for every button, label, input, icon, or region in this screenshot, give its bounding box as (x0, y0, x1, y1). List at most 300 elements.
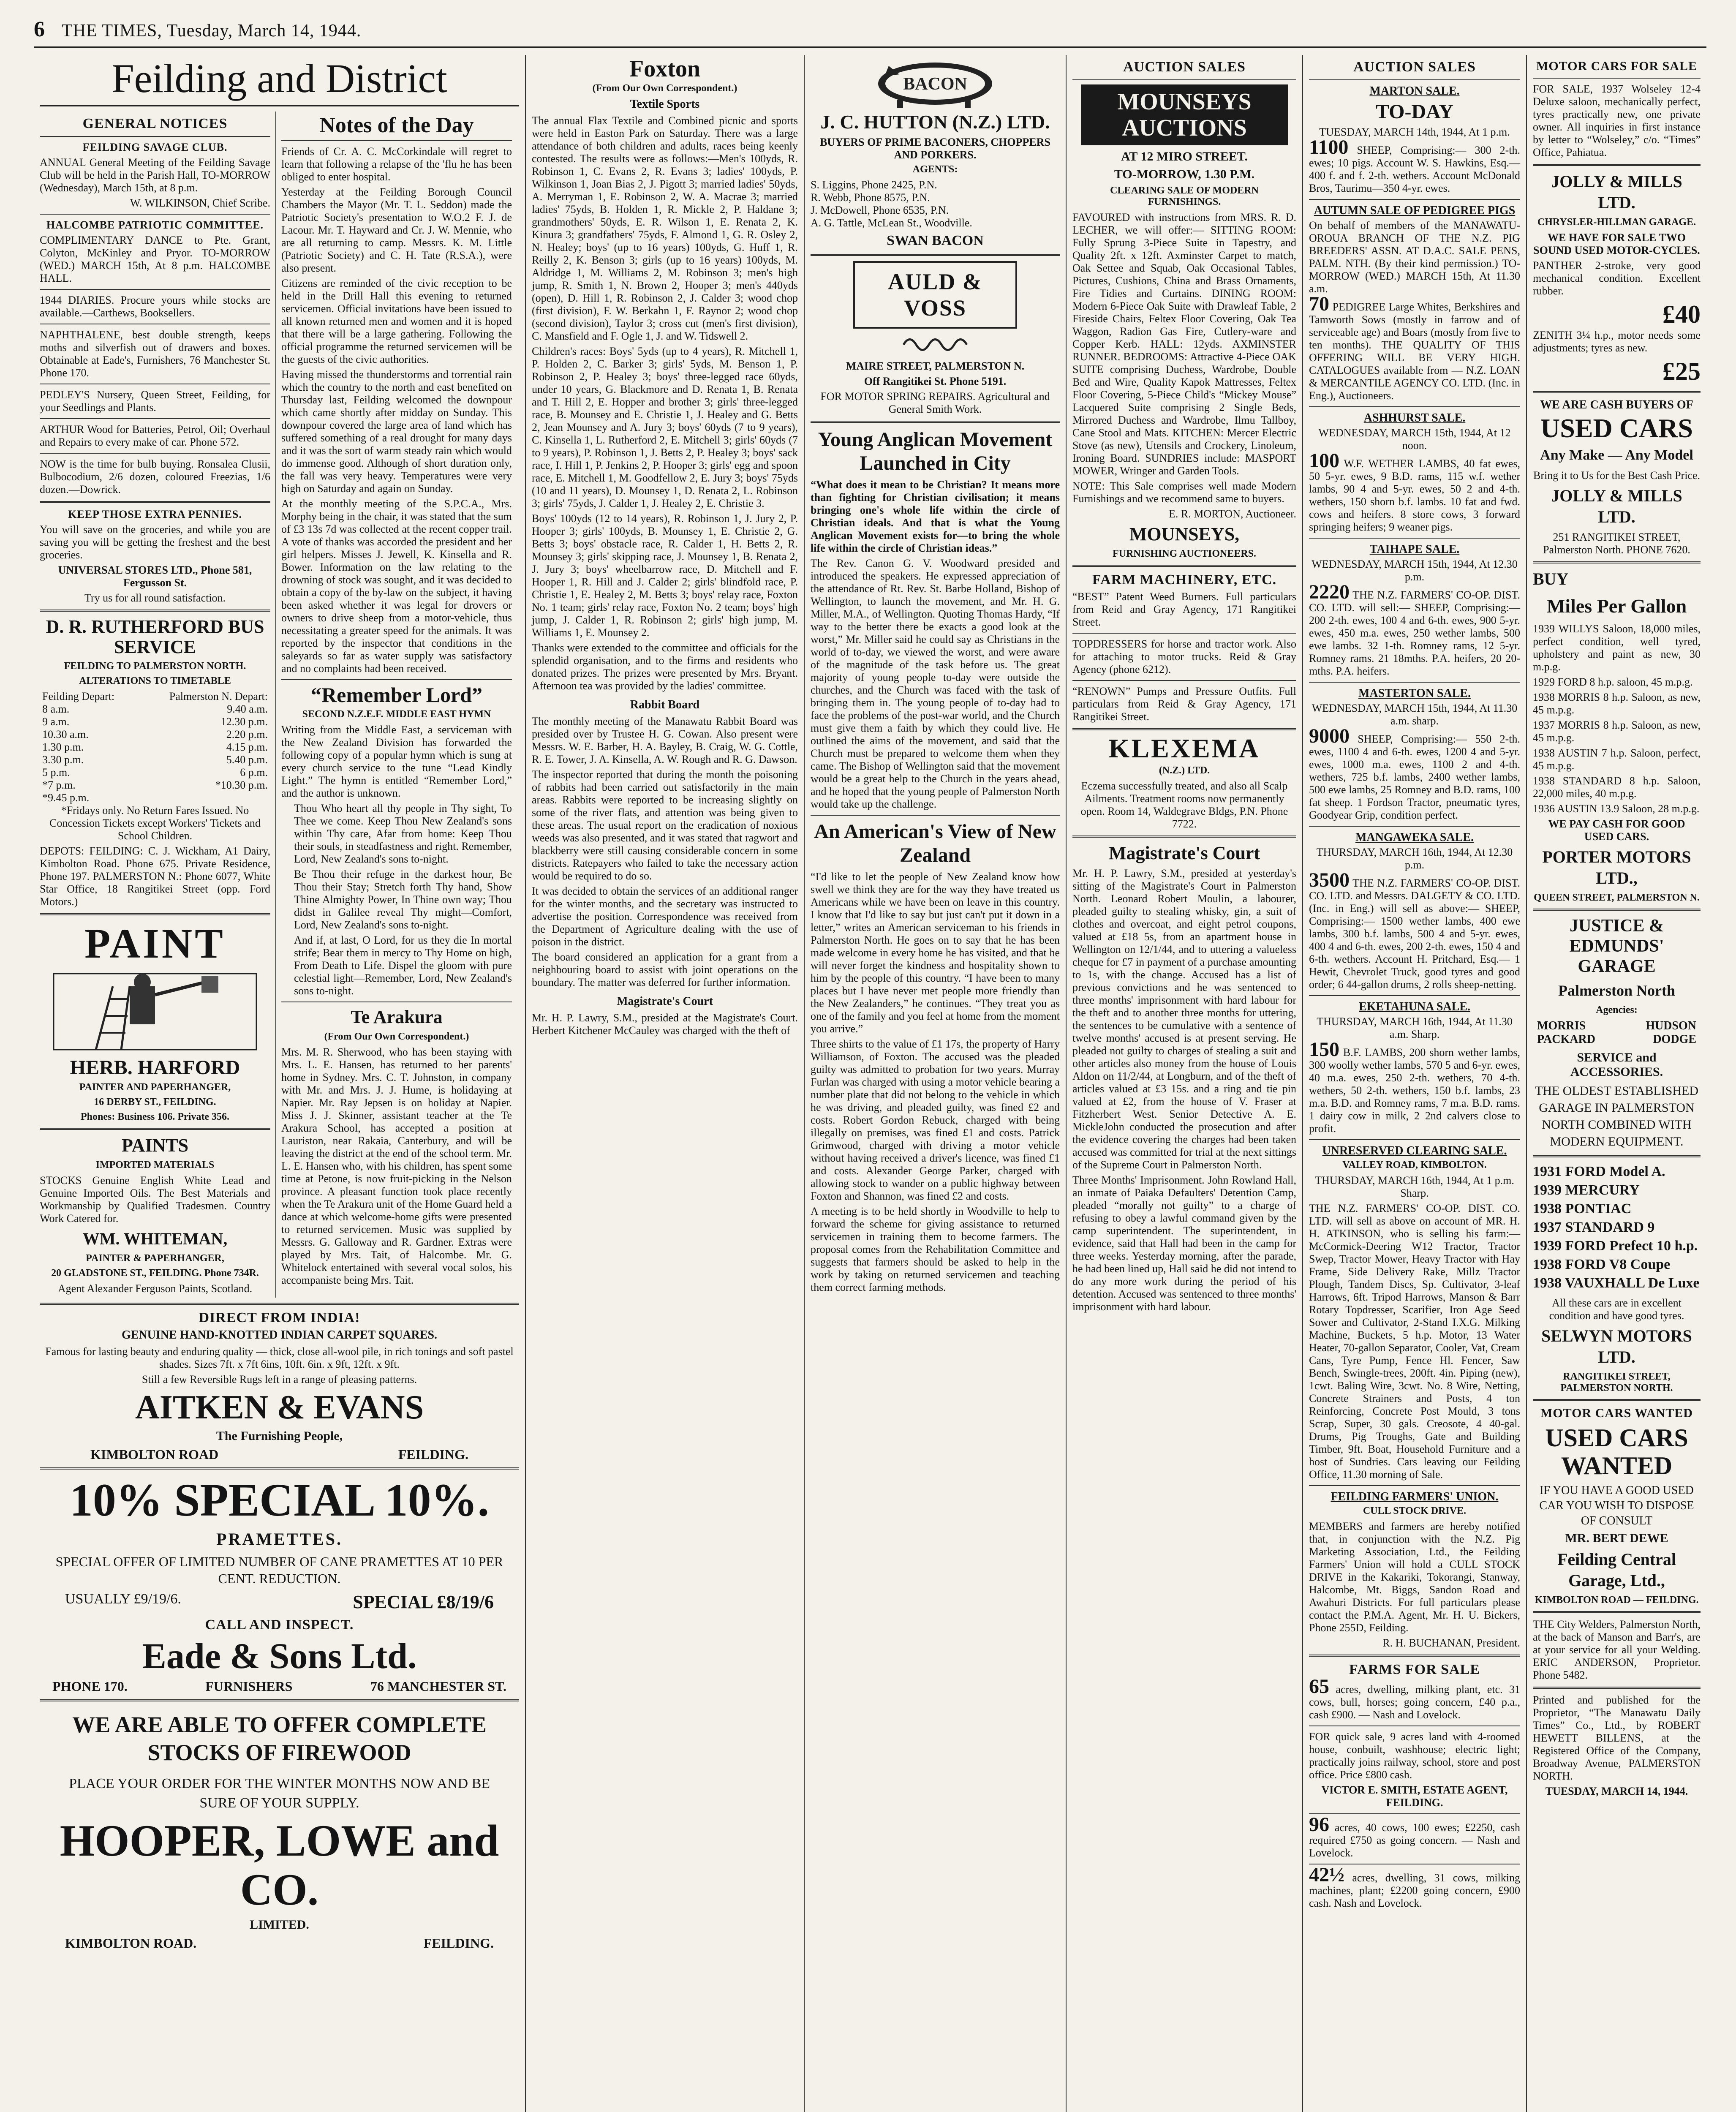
column-feilding (34, 55, 526, 2112)
columns (34, 55, 1706, 2112)
column-header: Palmerston N. Depart: (169, 690, 268, 702)
divider (1309, 1655, 1520, 1657)
divider (1309, 1813, 1520, 1814)
savage-body: ANNUAL General Meeting of the Feilding Savage Club will be held in the Parish Hall, TO-MORROW (Wednesday), March 15th, at 8 p.m. (40, 156, 270, 194)
swan-bacon: SWAN BACON (887, 233, 984, 248)
hooper-road: KIMBOLTON ROAD. (65, 1935, 197, 1951)
pennies-body: You will save on the groceries, and while you are saving you will be getting the freshest and the best groceries. (40, 523, 270, 561)
mangaweka-date: THURSDAY, MARCH 16th, 1944, At 12.30 p.m. (1316, 846, 1513, 871)
divider (40, 501, 270, 503)
farm-listing: acres, 40 cows, 100 ewes; £2250, cash required £750 as going concern. — Nash and Lovelock. (1309, 1821, 1521, 1859)
mangaweka-body: THE N.Z. FARMERS' CO-OP. DIST. CO. LTD. and Messrs. DALGETY & CO. LTD. (Inc. in Eng.) will sell as above:— SHEEP, Comprising:— 1500 wether lambs, 400 ewe lambs, 300 b.f. lambs, 500 4 and 5-yr. ewes, 400 4 and 6-th. ewes, 200 2-th. ewes, 150 4 and 6-th. wethers. Account H. Pritchard, Esq.— 1 Hewit, Chevrolet Truck, good tyres and good order; 6 44-gallon drums, 2 rolls sheep-netting. (1309, 877, 1521, 991)
autumn-count: 70 (1309, 293, 1329, 315)
jolly-address: 251 RANGITIKEI STREET, Palmerston North. PHONE 7620. (1543, 531, 1690, 556)
divider (1072, 633, 1296, 634)
rabbit-title: Rabbit Board (630, 698, 700, 711)
marton-count: 1100 (1309, 136, 1349, 158)
divider (1072, 565, 1296, 567)
table-row (40, 766, 270, 779)
divider (1309, 1485, 1520, 1486)
mounsey-tag: FURNISHING AUCTIONEERS. (1112, 548, 1257, 559)
eade-call: CALL AND INSPECT. (205, 1617, 354, 1633)
bacon-logo-text: BACON (903, 74, 967, 94)
mounsey-note: NOTE: This Sale comprises well made Modern Furnishings and we recommend same to buyers. (1072, 480, 1296, 505)
table-cell: 9 a.m. (42, 716, 70, 728)
spring-icon (901, 332, 969, 357)
brand-name: PACKARD (1537, 1033, 1595, 1046)
table-header-row (40, 690, 270, 703)
porter-pay: WE PAY CASH FOR GOOD USED CARS. (1548, 818, 1685, 843)
wolseley-ad: FOR SALE, 1937 Wolseley 12-4 Deluxe saloon, mechanically perfect, tyres practically new, one private owner. All inquiries in first instance by letter to “Wolseley,” c/o. “Times” Office, Pahiatua. (1533, 83, 1701, 158)
table-row (40, 754, 270, 766)
bus-title: D. R. RUTHERFORD BUS SERVICE (46, 616, 264, 657)
page-header (34, 17, 1706, 48)
american-title: An American's View of New Zealand (814, 820, 1056, 866)
aitken-body2: Still a few Reversible Rugs left in a range of pleasing patterns. (141, 1373, 417, 1385)
table-cell: 10.30 a.m. (42, 728, 89, 740)
mangaweka-title: MANGAWEKA SALE. (1355, 831, 1474, 844)
farm-item: “BEST” Patent Weed Burners. Full particulars from Reid and Gray Agency, 171 Rangitikei Street. (1072, 591, 1296, 628)
hutton-agent: R. Webb, Phone 8575, P.N. (811, 191, 930, 204)
rabbit-paragraph: The board considered an application for a grant from a neighbouring board to assist with joint operations on the boundary. The matter was deferred for further information. (532, 951, 798, 988)
masterton-count: 9000 (1309, 725, 1350, 747)
anglican-title: Young Anglican Movement Launched in City (818, 428, 1053, 474)
autumn-body2: PEDIGREE Large Whites, Berkshires and Tamworth Sows (mostly in farrow and of serviceable age) and Boars (mostly from five to ten months). THE QUALITY OF THIS OFFERING WILL BE VERY HIGH. CATALOGUES available from — N.Z. LOAN & MERCANTILE AGENCY CO. LTD. (Inc. in Eng.), Auctioneers. (1309, 301, 1520, 402)
list-item: 1937 STANDARD 9 (1533, 1219, 1655, 1235)
pedley-notice: PEDLEY'S Nursery, Queen Street, Feilding, for your Seedlings and Plants. (40, 389, 270, 414)
imprint: Printed and published for the Proprietor, “The Manawatu Daily Times” Co., Ltd., by ROBERT HEWETT BILLENS, at the Registered Office of the Company, Broadway Avenue, PALMERSTON NORTH. (1533, 1694, 1701, 1782)
notes-paragraph: Citizens are reminded of the civic reception to be held in the Drill Hall this evening to returned servicemen. Official invitations have been issued to all known returned men and women and it is hoped that there will be a large gathering. Following the official programme the returned servicemen will be the guests of the civic authorities. (281, 277, 512, 365)
arthur-notice: ARTHUR Wood for Batteries, Petrol, Oil; Overhaul and Repairs to every make of car. Phone 572. (40, 423, 270, 448)
taihape-date: WEDNESDAY, MARCH 15th, 1944, At 12.30 p.m. (1312, 558, 1518, 583)
feilding-split (40, 112, 519, 1298)
divider (1072, 79, 1296, 80)
paints-title: PAINTS (121, 1135, 189, 1156)
auld-logo: AULD & VOSS (853, 261, 1017, 329)
porter-car: 1936 AUSTIN 13.9 Saloon, 28 m.p.g. (1533, 803, 1700, 815)
divider (1533, 909, 1701, 911)
mounsey-address: AT 12 MIRO STREET. (1121, 150, 1248, 163)
eade-ad (40, 1475, 519, 1694)
aitken-name: AITKEN & EVANS (135, 1389, 424, 1426)
porter-car: 1937 MORRIS 8 h.p. Saloon, as new, 45 m.p.g. (1533, 719, 1701, 744)
hymn-sub: SECOND N.Z.E.F. MIDDLE EAST HYMN (302, 709, 491, 720)
aitken-address (40, 1447, 519, 1462)
foxton-paragraph: Thanks were extended to the committee and officials for the splendid organisation, and to the firms and residents who donated prizes. The prizes were presented by Mrs. Bryant. Afternoon tea was provided by the ladies' committee. (532, 642, 798, 692)
porter-name: PORTER MOTORS LTD., (1542, 847, 1691, 887)
table-row (40, 716, 270, 728)
eade-body: SPECIAL OFFER OF LIMITED NUMBER OF CANE PRAMETTES AT 10 PER CENT. REDUCTION. (55, 1554, 503, 1586)
jolly-for-sale: WE HAVE FOR SALE TWO SOUND USED MOTOR-CYCLES. (1533, 231, 1700, 256)
halcombe-body: COMPLIMENTARY DANCE to Pte. Grant, Colyton, McKinley and Pryor. TO-MORROW (WED.) MARCH 15th, At 8 p.m. HALCOMBE HALL. (40, 234, 270, 284)
paints-body: STOCKS Genuine English White Lead and Genuine Imported Oils. The Best Materials and Workmanship by Qualified Tradesmen. Country Work Catered for. (40, 1174, 270, 1225)
eade-special: SPECIAL £8/19/6 (353, 1592, 494, 1612)
bus-depots: DEPOTS: FEILDING: C. J. Wickham, A1 Dairy, Kimbolton Road. Phone 675. Private Residence, Phone 197. PALMERSTON N.: Phone 6077, White Star Office, 18 Rangitikei Street (opp. Ford Motors.) (40, 845, 270, 908)
imprint-date: TUESDAY, MARCH 14, 1944. (1545, 1785, 1688, 1797)
savage-title: FEILDING SAVAGE CLUB. (82, 141, 228, 153)
divider (40, 1467, 519, 1470)
table-cell: 8 a.m. (42, 703, 70, 715)
mounsey-body: FAVOURED with instructions from MRS. R. D. LECHER, we will offer:— SITTING ROOM: Fully Sprung 3-Piece Suite in Tapestry, and Quality 2ft. x 12ft. Axminster Carpet to match, Oak Settee and Squab, Oak Occasional Tables, Pictures, Cushions, China and Brass Ornaments, Fire Tidies and Curtains. DINING ROOM: Modern 6-Piece Oak Suite with Drawleaf Table, 2 Fireside Chairs, Feltex Floor Covering, Oak Tea Waggon, Radion Gas Fire, Cutlery-ware and Copper Kerb. HALL: 12yds. AXMINSTER RUNNER. BEDROOMS: Attractive 4-Piece OAK SUITE comprising Duchess, Wardrobe, Double Bed and Wire, Quality Kapok Mattresses, Feltex Floor Covering, 5-Piece Child's “Mickey Mouse” Lacquered Suite comprising 2 Single Beds, Mirrored Duchess and Wardrobe, Ilmu Tallboy, Cane Stool and Mats. KITCHEN: Mercer Electric Stove (as new), Utensils and Crockery, Linoleum, Ironing Board. SUNDRIES include: MASPORT MOWER, Wringer and Garden Tools. (1072, 211, 1296, 477)
table-cell: 4.15 p.m. (226, 741, 268, 753)
court-heading: Magistrate's Court (617, 995, 713, 1008)
divider (1309, 538, 1520, 539)
divider (811, 815, 1060, 816)
selwyn-name: SELWYN MOTORS LTD. (1541, 1326, 1692, 1366)
divider (40, 1303, 519, 1305)
whiteman-agent: Agent Alexander Ferguson Paints, Scotland. (57, 1282, 253, 1295)
eade-address: 76 MANCHESTER ST. (370, 1679, 506, 1694)
divider (281, 140, 512, 141)
rabbit-paragraph: The inspector reported that during the month the poisoning of rabbits had been carried out satisfactorily in the main areas. Rabbits were reported to be increasing slightly on some of the river flats, and attention was being given to these areas. The usual report on the eradication of noxious weeds was also presented, and it was stated that ragwort and blackberry were still causing considerable concern in some districts. Ratepayers who failed to take the necessary action would be required to do so. (532, 768, 798, 882)
farm-listing: acres, dwelling, 31 cows, milking machines, plant; £2200 going concern, £900 cash. Nash and Lovelock. (1309, 1872, 1520, 1909)
union-title: FEILDING FARMERS' UNION. (1331, 1490, 1499, 1503)
american-body: A meeting is to be held shortly in Woodville to help to forward the scheme for giving assistance to returned servicemen in training them to become farmers. The proposal comes from the Rehabilitation Committee and suggests that farmers should be asked to help in the work by taking on returned servicemen and teaching them correct farming methods. (811, 1205, 1060, 1293)
wanted-heading: MOTOR CARS WANTED (1540, 1406, 1693, 1420)
farm-acres: 65 (1309, 1675, 1329, 1698)
column-auctions-1 (1067, 55, 1303, 2112)
welders-ad: THE City Welders, Palmerston North, at the back of Manson and Barr's, are at your service for all your Welding. ERIC ANDERSON, Proprietor. Phone 5482. (1533, 1618, 1701, 1681)
porter-car: 1939 WILLYS Saloon, 18,000 miles, perfect condition, well tyred, upholstery and paint as new, 30 m.p.g. (1533, 623, 1701, 673)
bulbs-notice: NOW is the time for bulb buying. Ronsalea Clusii, Bulbocodium, 2/6 dozen, coloured Freezias, 1/6 dozen.—Dowrick. (40, 458, 270, 495)
klexema-body: Eczema successfully treated, and also all Scalp Ailments. Treatment rooms now permanently open. Room 14, Waldegrave Bldgs, P.N. Phone 7722. (1080, 780, 1288, 830)
divider (1533, 561, 1701, 563)
table-cell: 2.20 p.m. (226, 728, 268, 740)
divider (281, 679, 512, 680)
auld-ad (811, 261, 1060, 416)
porter-car: 1938 STANDARD 8 h.p. Saloon, 22,000 miles, 40 m.p.g. (1533, 775, 1701, 800)
table-row (40, 741, 270, 754)
farm-acres: 42½ (1309, 1864, 1344, 1886)
divider (811, 254, 1060, 256)
divider (1072, 836, 1296, 838)
hutton-agent: A. G. Tattle, McLean St., Woodville. (811, 217, 972, 229)
klexema-sub: (N.Z.) LTD. (1159, 765, 1210, 776)
whiteman-ad (40, 1135, 270, 1295)
table-cell: *7 p.m. (42, 779, 76, 791)
universal-stores: UNIVERSAL STORES LTD., Phone 581, Fergusson St. (58, 564, 252, 589)
ashhurst-title: ASHHURST SALE. (1363, 411, 1466, 425)
table-cell: 12.30 p.m. (220, 716, 268, 728)
wanted-body: IF YOU HAVE A GOOD USED CAR YOU WISH TO DISPOSE OF CONSULT (1539, 1484, 1694, 1527)
brand-name: DODGE (1653, 1033, 1696, 1046)
table-row (40, 703, 270, 716)
any-make: Any Make — Any Model (1540, 447, 1693, 463)
divider (1072, 728, 1296, 730)
court-title: Magistrate's Court (1108, 843, 1260, 863)
table-cell: 9.40 a.m. (227, 703, 268, 715)
porter-car: 1938 AUSTIN 7 h.p. Saloon, perfect, 45 m.p.g. (1533, 747, 1701, 772)
marton-day: TO-DAY (1375, 101, 1454, 123)
bus-ad (40, 617, 270, 908)
pennies-title: KEEP THOSE EXTRA PENNIES. (68, 508, 242, 520)
hooper-address (40, 1935, 519, 1951)
arakura-sub: (From Our Own Correspondent.) (324, 1031, 469, 1042)
divider (1533, 78, 1701, 79)
taihape-body: THE N.Z. FARMERS' CO-OP. DIST. CO. LTD. will sell:— SHEEP, Comprising:— 200 2-th. ewes, 100 4 and 6-th. ewes, 900 5-yr. ewes, 450 m.a. ewes, 250 wether lambs, 500 ewe lambs. 32 1-th. Romney rams, 12 5-yr. Romney rams. 21 18mths. P.A. heifers, 20 20-mths. P.A. heifers. (1309, 589, 1521, 677)
divider (1533, 1399, 1701, 1401)
divider (1309, 995, 1520, 996)
valley-date: THURSDAY, MARCH 16th, 1944, At 1 p.m. Sharp. (1315, 1174, 1514, 1199)
union-sign: R. H. BUCHANAN, President. (1382, 1637, 1520, 1649)
anglican-body: The Rev. Canon G. V. Woodward presided and introduced the speakers. He expressed appreciation of the attendance of Rt. Rev. St. Barbe Holland, Bishop of Wellington, to launch the movement, and Mr. H. G. Miller, M.A., of Wellington. Quoting Thomas Hardy, “If way to the better there be exacts a good look at the worst,” Mr. Miller said he could say as Christians in the world of to-day, we viewed the worst, and were aware of the magnitude of the task before us. The great majority of young people to-day were outside the churches, and the Church was faced with the task of bringing them in. The young people of to-day had to face the problems of the post-war world, and the Church must give them a faith by which they could live. He outlined the aims of the movement, and said that the Church must be prepared to welcome them when they came. The Bishop of Wellington said that the movement would be a great help to the Church in the years ahead, and he hoped that the young people of Palmerston North would take up the challenge. (811, 557, 1060, 810)
farm-listing: acres, dwelling, milking plant, etc. 31 cows, bull, horses; going concern, £40 p.a., cash £900. — Nash and Lovelock. (1309, 1683, 1520, 1721)
table-row (40, 779, 270, 792)
hutton-body: BUYERS OF PRIME BACONERS, CHOPPERS AND PORKERS. (820, 136, 1050, 161)
divider (1309, 826, 1520, 827)
hutton-agents-label: AGENTS: (912, 164, 958, 175)
brand-name: HUDSON (1646, 1019, 1696, 1032)
hooper-body: PLACE YOUR ORDER FOR THE WINTER MONTHS NOW AND BE SURE OF YOUR SUPPLY. (68, 1776, 490, 1811)
marton-body: SHEEP, Comprising:— 300 2-th. ewes; 10 pigs. Account W. S. Hawkins, Esq.—400 f. and f. 2-th. wethers. Account McDonald Bros, Taurimu—350 4-yr. ewes. (1309, 144, 1520, 194)
taihape-title: TAIHAPE SALE. (1369, 543, 1460, 556)
divider (1309, 1139, 1520, 1140)
jolly-name: JOLLY & MILLS LTD. (1551, 486, 1682, 526)
farm-item: “RENOWN” Pumps and Pressure Outfits. Full particulars from Reid & Gray Agency, 171 Rangitikei Street. (1072, 685, 1296, 723)
justice-service: SERVICE and ACCESSORIES. (1570, 1051, 1663, 1079)
divider (40, 289, 270, 290)
bus-sub: FEILDING TO PALMERSTON NORTH. (64, 661, 246, 672)
divider (1309, 682, 1520, 683)
foxton-title: Foxton (629, 56, 700, 82)
hymn-intro: Writing from the Middle East, a serviceman with the New Zealand Division has forwarded the following copy of a popular hymn which is sung at every church service to the tune “Lead Kindly Light.” The hymn is entitled “Remember Lord,” and the author is unknown. (281, 724, 512, 799)
aitken-road: KIMBOLTON ROAD (90, 1447, 219, 1462)
eade-headline: 10% SPECIAL 10%. (69, 1474, 490, 1526)
eketahuna-date: THURSDAY, MARCH 16th, 1944, At 11.30 a.m. Sharp. (1317, 1015, 1513, 1040)
jolly-sub: CHRYSLER-HILLMAN GARAGE. (1537, 217, 1696, 228)
painter-illustration (45, 969, 265, 1054)
table-cell (138, 792, 270, 804)
jolly-price: £40 (1663, 300, 1701, 328)
table-cell: 1.30 p.m. (42, 741, 84, 753)
foxton-paragraph: Children's races: Boys' 5yds (up to 4 years), R. Mitchell 1, P. Holden 2, C. Barker 3; girls' 5yds, M. Benson 1, P. Robinson 2, P. Healey 3; boys' three-legged race 60yds, under 10 years, G. Blackmore and D. Renata 1, B. Renata and T. Hill 2, E. Hopper and brother 3; girls' three-legged race, B. Mounsey and E. Christie 1, J. Healey and G. Betts 2, Jean Mounsey and A. Jury 3; boys' 60yds (7 to 9 years), C. Kinsella 1, L. Rutherford 2, E. Mitchell 3; girls' 60yds (7 to 9 years), P. Robinson 1, J. Betts 2, P. Healey 3; boys' sack race, I. Hill 1, P. Jenkins 2, P. Hooper 3; girls' egg and spoon race, E. Mitchell 1, M. Goodfellow 2, E. Jury 3; boys' 75yds (10 and 11 years), D. Mounsey 1, D. Renata 2, L. Robinson 3; girls' 75yds, J. Calder 1, J. Healey 2, E. Christie 3. (532, 345, 798, 509)
divider (1072, 680, 1296, 681)
bus-timetable (40, 690, 270, 804)
aitken-sub: GENUINE HAND-KNOTTED INDIAN CARPET SQUARES. (121, 1328, 438, 1342)
auld-off: Off Rangitikei St. Phone 5191. (864, 375, 1007, 387)
farm-acres: 96 (1309, 1813, 1329, 1836)
mounsey-time: TO-MORROW, 1.30 P.M. (1114, 167, 1255, 181)
aitken-tag: The Furnishing People, (216, 1429, 343, 1443)
mounsey-name: MOUNSEYS, (1129, 524, 1240, 544)
farms-heading: FARMS FOR SALE (1349, 1662, 1480, 1677)
autumn-title: AUTUMN SALE OF PEDIGREE PIGS (1314, 204, 1516, 217)
divider (1533, 1687, 1701, 1689)
hymn-verse: Be Thou their refuge in the darkest hour, Be Thou their Stay; Stretch forth Thy hand, Show Thine Almighty Power, In Thine own way; Thou didst in Galilee reveal Thy might—Comfort, Lord, New Zealand's sons to-night. (294, 868, 512, 931)
valley-title: UNRESERVED CLEARING SALE. (1322, 1144, 1507, 1157)
wanted-address: KIMBOLTON ROAD — FEILDING. (1535, 1595, 1699, 1606)
whiteman-trade: PAINTER & PAPERHANGER, (86, 1253, 224, 1264)
court-body: Three Months' Imprisonment. John Rowland Hall, an inmate of Paiaka Defaulters' Detention Camp, pleaded “morally not guilty” to a charge of refusing to obey a lawful command given by the camp superintendent. The superintendent, in evidence, said that Hall had been in the camp for three weeks. Yesterday morning, after the parade, he had been lined up, Hall said he did not intend to do any more work during the period of his detention. Accused was sentenced to three months' imprisonment with hard labour. (1072, 1174, 1296, 1313)
eketahuna-count: 150 (1309, 1038, 1339, 1061)
mangaweka-count: 3500 (1309, 869, 1350, 891)
mounsey-sign: E. R. MORTON, Auctioneer. (1169, 508, 1296, 520)
bus-alterations: ALTERATIONS TO TIMETABLE (79, 675, 231, 686)
divider (40, 418, 270, 419)
selwyn-list (1533, 1162, 1701, 1293)
valley-location: VALLEY ROAD, KIMBOLTON. (1342, 1159, 1487, 1170)
auld-address: MAIRE STREET, PALMERSTON N. (846, 360, 1025, 372)
mounsey-sale: CLEARING SALE OF MODERN FURNISHINGS. (1110, 185, 1259, 207)
savage-sign: W. WILKINSON, Chief Scribe. (130, 197, 270, 209)
hymn-verse: Thou Who heart all thy people in Thy sight, To Thee we come. Keep Thou New Zealand's sons within Thy care, Afar from home: Keep Thou their souls, in steadfastness and right. Remember, Lord, New Zealand's sons to-night. (294, 802, 512, 865)
aitken-ad (40, 1310, 519, 1462)
porter-car: 1938 MORRIS 8 h.p. Saloon, as new, 45 m.p.g. (1533, 691, 1701, 716)
column-bacon (805, 55, 1067, 2112)
column-motor-cars (1527, 55, 1706, 2112)
selwyn-body: All these cars are in excellent condition and have good tyres. (1549, 1297, 1684, 1322)
universal-tag: Try us for all round satisfaction. (84, 592, 226, 604)
harford-phones: Phones: Business 106. Private 356. (80, 1111, 229, 1122)
farm-item: TOPDRESSERS for horse and tractor work. Also for attaching to motor trucks. Reid & Gray Agency (phone 6212). (1072, 638, 1296, 675)
auction-heading: AUCTION SALES (1353, 59, 1476, 75)
marton-title: MARTON SALE. (1369, 84, 1460, 98)
section-title: Feilding and District (40, 55, 519, 106)
foxton-paragraph: Boys' 100yds (12 to 14 years), R. Robinson 1, J. Jury 2, P. Hooper 3; girls' 100yds, B. Mounsey 1, E. Christie 2, G. Betts 3; boys' obstacle race, R. Calder 1, H. Betts 2, R. Mounsey 3; girls' skipping race, J. Mounsey 1, B. Renata 2, J. Jury 3; boys' wheelbarrow race, D. Mitchell and F. Hooper 1, R. Hill and J. Calder 2; girls' blindfold race, P. Christie 1, E. Healey 2, M. Betts 3; boys' relay race, Foxton No. 1 team; girls' relay race, Foxton No. 2 team; boys' high jump, J. Calder 1, R. Robinson 2; girls' high jump, M. Williams 1, E. Mounsey 2. (532, 512, 798, 639)
porter-buy: BUY (1533, 569, 1569, 588)
whiteman-address: 20 GLADSTONE ST., FEILDING. Phone 734R. (51, 1268, 259, 1279)
page-number: 6 (34, 17, 45, 41)
notes-paragraph: Friends of Cr. A. C. McCorkindale will regret to learn that following a relapse of the 'flu he has been obliged to enter hospital. (281, 145, 512, 183)
divider (40, 913, 270, 915)
foxton-section: Textile Sports (630, 98, 700, 111)
aitken-town: FEILDING. (398, 1447, 468, 1462)
divider (1309, 406, 1520, 407)
divider (1309, 199, 1520, 200)
hooper-name: HOOPER, LOWE and CO. (60, 1816, 499, 1914)
foxton-sub: (From Our Own Correspondent.) (592, 83, 737, 94)
eade-usually: USUALLY £9/19/6. (65, 1591, 181, 1607)
used-cars-headline: USED CARS (1540, 413, 1693, 443)
table-cell: 5 p.m. (42, 766, 70, 778)
notices-column (40, 112, 276, 1298)
notes-column (276, 112, 517, 1298)
list-item: 1938 FORD V8 Coupe (1533, 1257, 1671, 1272)
divider (1533, 1155, 1701, 1157)
column-foxton (526, 55, 805, 2112)
eade-furnishers: FURNISHERS (205, 1679, 293, 1694)
eade-phone: PHONE 170. (52, 1679, 128, 1694)
justice-brands-row (1533, 1033, 1701, 1046)
wanted-title: USED CARS WANTED (1545, 1424, 1688, 1480)
wanted-name: MR. BERT DEWE (1565, 1531, 1668, 1545)
american-body: “I'd like to let the people of New Zealand know how swell we think they are for the way they have treated us Americans while we have been on leave in this country. I know that I'd like to say but just can't put it down in a letter,” writes an American serviceman to his friends in Palmerston North. He goes on to say that he has been made welcome in every home he has visited, and that he will never forget the kindness and hospitality shown to him by the people of this country. “I have been to many places but I have never met people more friendly than the New Zealanders,” he continues. “They treat you as one of the family and you feel at home from the moment you arrive.” (811, 871, 1060, 1035)
justice-brands-row (1533, 1019, 1701, 1033)
klexema-title: KLEXEMA (1108, 733, 1260, 763)
masthead: THE TIMES, Tuesday, March 14, 1944. (62, 21, 362, 41)
autumn-body: On behalf of members of the MANAWATU-OROUA BRANCH OF THE N.Z. PIG BREEDERS' ASSN. AT D.A.C. SALE PENS, PALM. NTH. (By their kind permission.) TO-MORROW (WED.) MARCH 15th, At 11.30 a.m. (1309, 219, 1520, 295)
table-cell: 5.40 p.m. (226, 754, 268, 766)
justice-agencies: Agencies: (1596, 1004, 1638, 1015)
rabbit-paragraph: It was decided to obtain the services of an additional ranger for the winter months, and the secretary was instructed to advertise the position. Correspondence was received from the Department of Agriculture dealing with the use of poison in the district. (532, 885, 798, 948)
list-item: 1938 PONTIAC (1533, 1201, 1632, 1217)
column-header: Feilding Depart: (42, 690, 115, 702)
harford-ad (40, 920, 270, 1123)
diaries-notice: 1944 DIARIES. Procure yours while stocks are available.—Carthews, Booksellers. (40, 294, 270, 319)
hymn-verse: And if, at last, O Lord, for us they die In mortal strife; Bear them in mercy to Thy Home on high, From Death to Life. Dispel the gloom with pure celestial light—Remember, Lord, New Zealand's sons to-night. (294, 934, 512, 997)
divider (40, 214, 270, 215)
marton-date: TUESDAY, MARCH 14th, 1944, At 1 p.m. (1319, 126, 1510, 138)
hooper-ad (40, 1706, 519, 1951)
bus-notes: *Fridays only. No Return Fares Issued. No Concession Tickets except Workers' Tickets and School Children. (49, 804, 261, 842)
harford-address: 16 DERBY ST., FEILDING. (94, 1097, 216, 1108)
eketahuna-title: EKETAHUNA SALE. (1359, 1000, 1470, 1013)
eade-name: Eade & Sons Ltd. (142, 1636, 417, 1676)
taihape-count: 2220 (1309, 581, 1350, 603)
court-body: Mr. H. P. Lawry, S.M., presided at the Magistrate's Court. Herbert Kitchener McCauley was charged with the theft of (532, 1012, 798, 1037)
notices-heading: GENERAL NOTICES (82, 116, 228, 131)
list-item: 1938 VAUXHALL De Luxe (1533, 1275, 1700, 1291)
hymn-title: “Remember Lord” (311, 683, 482, 707)
divider (811, 421, 1060, 423)
notes-title: Notes of the Day (319, 113, 474, 137)
hutton-agent: S. Liggins, Phone 2425, P.N. (811, 179, 937, 191)
ashhurst-body: W.F. WETHER LAMBS, 40 fat ewes, 50 5-yr. ewes, 9 B.D. rams, 115 w.f. wether lambs, 90 4 and 5-yr. ewes, 50 2 and 4-th. wethers, 150 shorn b.f. lambs. 10 fat and fwd. cows and heifers. 8 store cows, 3 forward springing heifers; 9 weaner pigs. (1309, 457, 1521, 533)
harford-trade: PAINTER AND PAPERHANGER, (79, 1082, 231, 1093)
rabbit-paragraph: The monthly meeting of the Manawatu Rabbit Board was presided over by Trustee H. G. Cowan. Also present were Messrs. W. E. Barber, H. A. Bayley, B. Craig, W. G. Cottle, R. E. Tower, J. A. Kinsella, A. W. Rough and R. G. Dawson. (532, 715, 798, 765)
bacon-pig-logo (872, 57, 999, 108)
hutton-agent: J. McDowell, Phone 6535, P.N. (811, 204, 949, 216)
porter-car: 1929 FORD 8 h.p. saloon, 45 m.p.g. (1533, 676, 1693, 688)
justice-city: Palmerston North (1558, 982, 1675, 999)
arakura-body: Mrs. M. R. Sherwood, who has been staying with Mrs. L. E. Hansen, has returned to her parents' home in Sydney. Mrs. C. T. Johnston, in company with Mr. and Mrs. J. J. Hume, is holidaying at Napier. Mr. Ray Jepsen is on holiday at Napier. Miss J. J. Skinner, assistant teacher at the Te Arakura School, has accepted a position at Lauriston, near Rakaia, Canterbury, and will be leaving the district at the end of the school term. Mr. L. E. Hansen who, with his children, has spent some time at Petone, is now fruit-picking in the Nelson province. A pleasant function took place recently when the Te Arakura unit of the Home Guard held a dance at which welcome-home gifts were presented to returned servicemen. Music was supplied by Messrs. G. Galloway and R. Gardner. Extras were played by Mrs. Tait, of Halcombe. Mr. G. Whitelock entertained with several vocal solos, his accompaniste being Mrs. Tait. (281, 1046, 512, 1286)
table-row (40, 728, 270, 741)
paint-banner: PAINT (84, 920, 226, 967)
column-auctions-2 (1303, 55, 1527, 2112)
divider (40, 1128, 270, 1130)
hutton-ad (811, 57, 1060, 249)
union-sub: CULL STOCK DRIVE. (1363, 1505, 1467, 1516)
eade-product: PRAMETTES. (216, 1530, 343, 1549)
mounsey-logo: MOUNSEYS AUCTIONS (1081, 84, 1288, 145)
justice-name: JUSTICE & EDMUNDS' GARAGE (1569, 916, 1664, 976)
masterton-body: SHEEP, Comprising:— 550 2-th. ewes, 1100 4 and 6-th. ewes, 1200 4 and 5-yr. ewes, 1000 m.a. ewes, 1100 2 and 4-th. wethers, 725 b.f. lambs, 2400 wether lambs, 500 ewe lambs, 25 Romney and B.D. rams, 100 fat sheep. 1 Fordson Tractor, pneumatic tyres, Goodyear Grip, condition perfect. (1309, 733, 1520, 821)
porter-address: QUEEN STREET, PALMERSTON N. (1534, 892, 1700, 903)
list-item: 1939 MERCURY (1533, 1182, 1640, 1198)
farm-agent: VICTOR E. SMITH, ESTATE AGENT, FEILDING. (1321, 1784, 1508, 1809)
wanted-garage: Feilding Central Garage, Ltd., (1557, 1550, 1676, 1590)
selwyn-address: RANGITIKEI STREET, PALMERSTON NORTH. (1560, 1371, 1673, 1393)
hutton-name: J. C. HUTTON (N.Z.) LTD. (820, 111, 1050, 133)
naphthalene-notice: NAPHTHALENE, best double strength, keeps moths and silverfish out of drawers and boxes. Obtainable at Eade's, Furnishers, 76 Manchester St. Phone 170. (40, 329, 270, 379)
divider (1309, 79, 1520, 80)
eketahuna-body: B.F. LAMBS, 200 shorn wether lambs, 300 woolly wether lambs, 570 5 and 6-yr. ewes, 40 m.a. ewes, 250 2-th. wethers, 70 4-th. wethers, 50 2-th. wethers, 150 b.f. lambs, 23 m.a. B.D. and Romney rams, 7 m.a. B.D. rams. 1 dairy cow in milk, 2 2nd calvers close to profit. (1309, 1046, 1521, 1135)
masterton-title: MASTERTON SALE. (1358, 687, 1471, 700)
divider (1533, 391, 1701, 393)
farm-listing: FOR quick sale, 9 acres land with 4-roomed house, conbuilt, washhouse; electric light; practically joins railway, school, store and post office. Price £800 cash. (1309, 1731, 1520, 1781)
divider (40, 136, 270, 137)
jolly-name: JOLLY & MILLS LTD. (1551, 172, 1682, 212)
auld-body: FOR MOTOR SPRING REPAIRS. Agricultural and General Smith Work. (820, 390, 1050, 415)
best-price: Bring it to Us for the Best Cash Price. (1533, 469, 1700, 482)
divider (1533, 1611, 1701, 1613)
divider (1533, 164, 1701, 166)
valley-body: THE N.Z. FARMERS' CO-OP. DIST. CO. LTD. will sell as above on account of MR. H. H. ATKINSON, who is selling his farm:— McCormick-Deering W12 Tractor, Tractor Swep, Tractor Mower, Heavy Tractor with Hay Frame, Side Delivery Rake, Millz Tractor Plough, Tandem Discs, Sp. Cultivator, 3-leaf Harrows, 6ft. Tripod Harrows, Manson & Barr Rotary Topdresser, Scarifier, Iron Age Seed Sower and Cultivator, 2-Stand I.X.G. Milking Machine, Buckets, 5 h.p. Motor, 13 Water Heater, 70-gallon Separator, Cooler, Vat, Cream Cans, Tyre Pump, Fence Hl. Fencer, Saw Bench, Swingle-trees, 200ft. 4in. Piping (new), 1cwt. Baling Wire, 3cwt. No. 8 Wire, Netting, Concrete Strainers and Posts, 4 ton Reinforcing, Concrete Post Mould, 3 tons Scrap, Super, 30 gals. Creosote, 4 40-gal. Drums, Pig Troughs, Gate and Building Timber, 9ft. Boat, Household Furniture and a host of Sundries. Cars leaving our Feilding Office, 11.30 morning of Sale. (1309, 1202, 1520, 1481)
list-item: 1931 FORD Model A. (1533, 1164, 1665, 1179)
arakura-title: Te Arakura (351, 1007, 443, 1027)
table-cell: *10.30 p.m. (215, 779, 268, 791)
ashhurst-date: WEDNESDAY, MARCH 15th, 1944, At 12 noon. (1318, 427, 1511, 452)
masterton-date: WEDNESDAY, MARCH 15th, 1944, At 11.30 a.m. sharp. (1312, 702, 1518, 727)
hooper-town: FEILDING. (423, 1935, 494, 1951)
notes-paragraph: Yesterday at the Feilding Borough Council Chambers the Mayor (Mr. T. L. Seddon) made the Patriotic Society's presentation to W.O.2 F. J. de Lacour. Mr. T. Hayward and Cr. J. W. Mennie, who are all returning to camp. Messrs. K. M. Little (Patriotic Society) and C. H. Tate (R.S.A.), were also present. (281, 186, 512, 274)
aitken-lead: DIRECT FROM INDIA! (199, 1310, 360, 1325)
anglican-quote: “What does it mean to be Christian? It means more than fighting for Christian civilisation; it means bringing one's whole life within the circle of Christian ideals. And that is what the Young Anglican Movement exists for—to bring the whole life within the circle of Christian ideas.” (811, 479, 1060, 554)
divider (40, 1699, 519, 1701)
hooper-limited: LIMITED. (250, 1918, 309, 1932)
notes-paragraph: At the monthly meeting of the S.P.C.A., Mrs. Morphy being in the chair, it was stated that the sum of £3 13s 7d was collected at the recent copper trail. A vote of thanks was accorded the president and her girl helpers. Misses J. Jewell, K. Kinsella and R. Bower. Information on the law relating to the drowning of stock was sought, and it was decided to obtain a copy of the by-law on the subject, it having been asked whether it was legal for drovers or owners to drive sheep from a motor-vehicle, thus necessitating a greater speed for the animals. It was reported by the inspector that conditions in the saleyards so far as water supply was satisfactory and no complaints had been received. (281, 498, 512, 675)
eade-prices (40, 1591, 519, 1613)
